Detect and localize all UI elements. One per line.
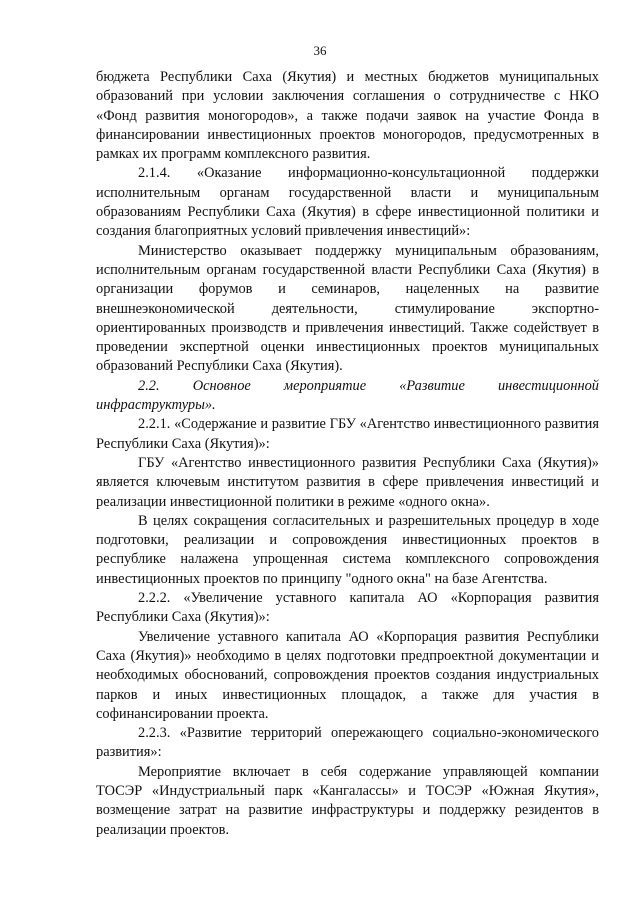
paragraph-one-window: В целях сокращения согласительных и разрешительных процедур в ходе подготовки, реализации и сопровождения инвестиционных проектов в республике налажена упрощенная система комплексного сопровождения инвестиционных проектов по принципу "одного окна" на базе Агентства. [96,512,599,587]
page-number: 36 [313,43,327,58]
paragraph-tosr-measures: Мероприятие включает в себя содержание управляющей компании ТОСЭР «Индустриальный парк «Кангалассы» и ТОСЭР «Южная Якутия», возмещение затрат на развитие инфраструктуры и поддержку резидентов в реализации проектов. [96,763,599,838]
paragraph-2-1-4-heading: 2.1.4. «Оказание информационно-консультационной поддержки исполнительным органам государственной власти и муниципальным образованиям Республики Саха (Якутия) в сфере инвестиционной политики и создания благоприятных условий привлечения инвестиций»: [96,165,599,240]
paragraph-budget-continuation: бюджета Республики Саха (Якутия) и местных бюджетов муниципальных образований при условии заключения соглашения о сотрудничестве с НКО «Фонд развития моногородов», а также подачи заявок на участие Фонда в финансировании инвестиционных проектов моногородов, предусмотренных в рамках их программ комплексного развития. [96,69,599,163]
paragraph-2-2-1-heading: 2.2.1. «Содержание и развитие ГБУ «Агентство инвестиционного развития Республики Саха (Якутия)»: [96,416,599,452]
paragraph-capital-increase: Увеличение уставного капитала АО «Корпорация развития Республики Саха (Якутия)» необходимо в целях подготовки предпроектной документации и необходимых обоснований, сопровождения проектов создания индустриальных парков и иных инвестиционных площадок, а также для участия в софинансировании проекта. [96,628,599,722]
document-body [96,68,599,840]
paragraph-ministry-support: Министерство оказывает поддержку муниципальным образованиям, исполнительным органам государственной власти Республики Саха (Якутия) в организации форумов и семинаров, нацеленных на развитие внешнеэкономической деятельности, стимулирование экспортно-ориентированных производств и привлечения инвестиций. Также содействует в проведении экспертной оценки инвестиционных проектов муниципальных образований Республики Саха (Якутия). [96,242,599,375]
paragraph-2-2-2-heading: 2.2.2. «Увеличение уставного капитала АО «Корпорация развития Республики Саха (Якутия)»: [96,590,599,626]
paragraph-2-2-heading: 2.2. Основное мероприятие «Развитие инвестиционной инфраструктуры». [96,377,599,414]
paragraph-agency-role: ГБУ «Агентство инвестиционного развития Республики Саха (Якутия)» является ключевым институтом развития в сфере привлечения инвестиций и реализации инвестиционной политики в режиме «одного окна». [96,454,599,510]
paragraph-2-2-3-heading: 2.2.3. «Развитие территорий опережающего социально-экономического развития»: [96,725,599,761]
